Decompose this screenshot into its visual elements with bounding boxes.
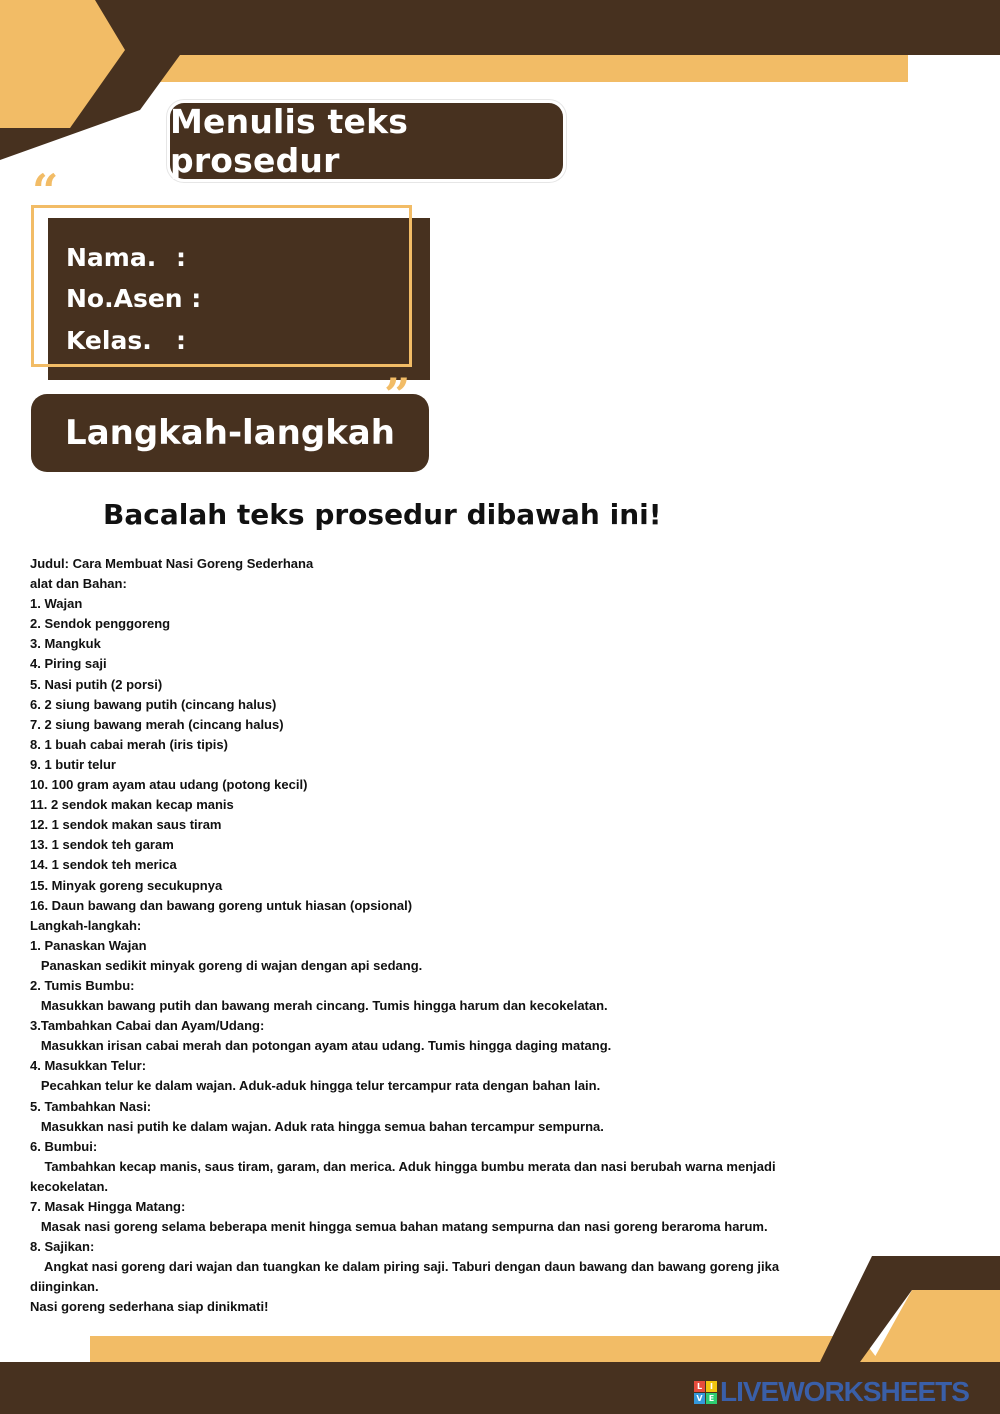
text-line: 4. Piring saji <box>30 656 107 672</box>
logo-letter: I <box>706 1381 717 1392</box>
text-line: Judul: Cara Membuat Nasi Goreng Sederhana <box>30 556 314 571</box>
logo-letter: E <box>706 1393 717 1404</box>
text-line: Angkat nasi goreng dari wajan dan tuangkan ke dalam piring saji. Taburi dengan daun bawang dan bawang goreng jika <box>30 1259 780 1275</box>
text-line: Masukkan nasi putih ke dalam wajan. Aduk rata hingga semua bahan tercampur sempurna. <box>30 1118 604 1134</box>
text-line: 1. Panaskan Wajan <box>30 937 147 953</box>
text-line: alat dan Bahan: <box>30 576 127 592</box>
text-line: 8. Sajikan: <box>30 1239 95 1255</box>
text-line: Pecahkan telur ke dalam wajan. Aduk-aduk hingga telur tercampur rata dengan bahan lain. <box>30 1078 601 1094</box>
text-line: 2. Sendok penggoreng <box>30 616 171 632</box>
text-line: 5. Nasi putih (2 porsi) <box>30 676 163 692</box>
text-line: 3.Tambahkan Cabai dan Ayam/Udang: <box>30 1018 265 1034</box>
text-line: Masak nasi goreng selama beberapa menit hingga semua bahan matang sempurna dan nasi goreng beraroma harum. <box>30 1219 768 1235</box>
text-line: 4. Masukkan Telur: <box>30 1058 147 1074</box>
name-label: Nama. <box>66 243 157 272</box>
worksheet-title-text: Menulis teks prosedur <box>170 102 409 180</box>
text-line: 5. Tambahkan Nasi: <box>30 1098 152 1114</box>
text-line: 3. Mangkuk <box>30 636 101 652</box>
text-line: 6. 2 siung bawang putih (cincang halus) <box>30 696 277 712</box>
procedure-text <box>30 554 830 1318</box>
worksheet-title <box>170 103 563 179</box>
class-colon: : <box>176 326 186 355</box>
liveworksheets-logo-icon <box>694 1381 717 1404</box>
name-colon: : <box>176 243 186 272</box>
text-line: 2. Tumis Bumbu: <box>30 977 135 993</box>
text-line: 7. 2 siung bawang merah (cincang halus) <box>30 716 284 732</box>
text-line: 15. Minyak goreng secukupnya <box>30 877 223 893</box>
text-line: Masukkan irisan cabai merah dan potongan ayam atau udang. Tumis hingga daging matang. <box>30 1038 612 1054</box>
text-line: 10. 100 gram ayam atau udang (potong kecil) <box>30 777 308 793</box>
text-line: 9. 1 butir telur <box>30 756 116 772</box>
text-line: Nasi goreng sederhana siap dinikmati! <box>30 1299 269 1315</box>
liveworksheets-watermark[interactable] <box>694 1376 969 1408</box>
text-line: 13. 1 sendok teh garam <box>30 837 174 853</box>
top-gold-band <box>120 55 908 82</box>
open-quote-icon: “ <box>32 164 59 218</box>
text-line: 12. 1 sendok makan saus tiram <box>30 817 222 833</box>
text-line: diinginkan. <box>30 1279 99 1295</box>
text-line: 7. Masak Hingga Matang: <box>30 1199 186 1214</box>
steps-heading <box>31 394 429 472</box>
text-line: 8. 1 buah cabai merah (iris tipis) <box>30 736 228 752</box>
reading-instruction: Bacalah teks prosedur dibawah ini! <box>103 498 662 531</box>
text-line: Tambahkan kecap manis, saus tiram, garam, dan merica. Aduk hingga bumbu merata dan nasi berubah warna menjadi <box>30 1158 776 1174</box>
logo-letter: L <box>694 1381 705 1392</box>
class-label: Kelas. <box>66 326 152 355</box>
text-line: 14. 1 sendok teh merica <box>30 857 177 873</box>
text-line: Masukkan bawang putih dan bawang merah cincang. Tumis hingga harum dan kecokelatan. <box>30 998 608 1014</box>
text-line: 11. 2 sendok makan kecap manis <box>30 797 234 813</box>
student-number-label: No.Asen : <box>66 284 202 313</box>
text-line: kecokelatan. <box>30 1178 109 1194</box>
text-line: 1. Wajan <box>30 596 83 612</box>
text-line: Langkah-langkah: <box>30 917 142 933</box>
text-line: 6. Bumbui: <box>30 1138 98 1154</box>
liveworksheets-wordmark: LIVEWORKSHEETS <box>720 1376 969 1407</box>
steps-heading-text: Langkah-langkah <box>65 413 395 453</box>
text-line: Panaskan sedikit minyak goreng di wajan dengan api sedang. <box>30 957 423 973</box>
text-line: 16. Daun bawang dan bawang goreng untuk hiasan (opsional) <box>30 897 413 913</box>
bottom-gold-band <box>90 1336 880 1362</box>
logo-letter: V <box>694 1393 705 1404</box>
